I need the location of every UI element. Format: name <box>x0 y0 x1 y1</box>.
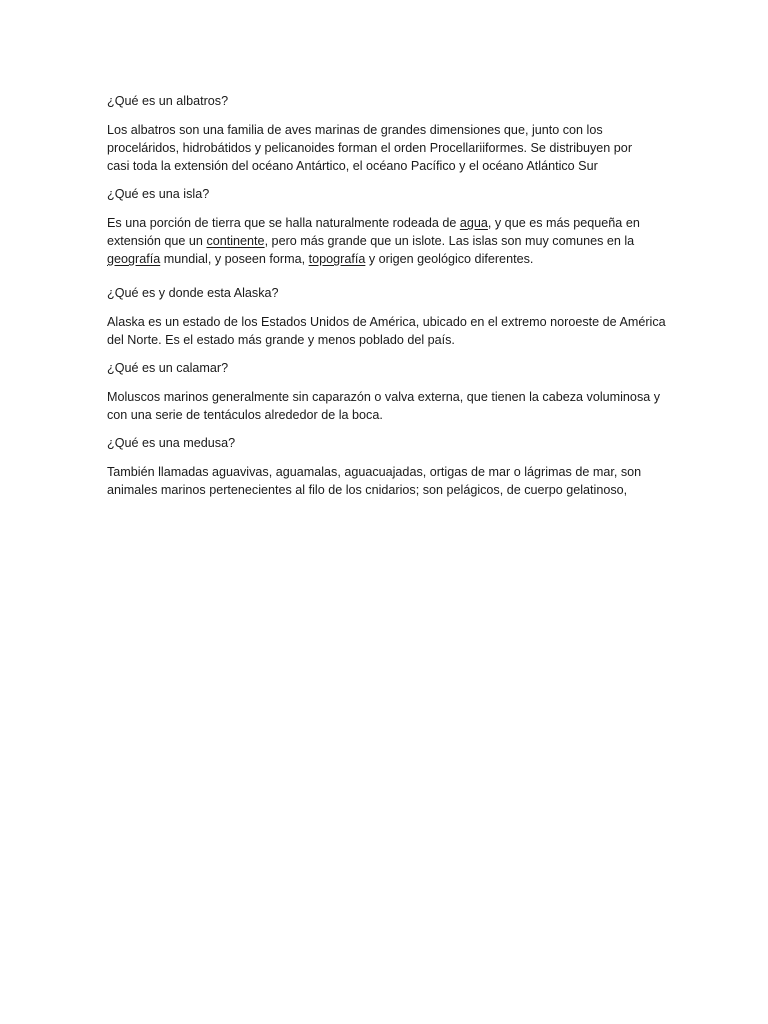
answer-isla <box>107 214 667 268</box>
link-agua[interactable]: agua <box>459 216 488 230</box>
answer-line: Alaska es un estado de los Estados Unidos de América, ubicado en el extremo noroeste de América <box>107 315 666 329</box>
answer-line: del Norte. Es el estado más grande y menos poblado del país. <box>107 333 455 347</box>
answer-line: con una serie de tentáculos alrededor de la boca. <box>107 408 383 422</box>
question-calamar: ¿Qué es un calamar? <box>107 361 229 375</box>
answer-line: animales marinos pertenecientes al filo de los cnidarios; son pelágicos, de cuerpo gelatinoso, <box>107 483 628 497</box>
answer-line: Moluscos marinos generalmente sin caparazón o valva externa, que tienen la cabeza voluminosa y <box>107 390 661 404</box>
answer-line: También llamadas aguavivas, aguamalas, aguacuajadas, ortigas de mar o lágrimas de mar, son <box>107 465 642 479</box>
text-run: Es una porción de tierra que se halla naturalmente rodeada de <box>107 216 460 230</box>
answer-line <box>107 250 667 268</box>
answer-line <box>107 232 667 250</box>
question-medusa: ¿Qué es una medusa? <box>107 436 236 450</box>
answer-medusa <box>107 463 667 499</box>
answer-line <box>107 214 667 232</box>
text-run: y origen geológico diferentes. <box>365 252 534 266</box>
answer-line: Los albatros son una familia de aves marinas de grandes dimensiones que, junto con los <box>107 123 603 137</box>
document-page <box>107 92 667 509</box>
text-run: , y que es más pequeña en <box>487 216 640 230</box>
text-run: extensión que un <box>107 234 207 248</box>
text-run: , pero más grande que un islote. Las islas son muy comunes en la <box>264 234 635 248</box>
answer-alaska <box>107 313 667 349</box>
link-topografia[interactable]: topografía <box>308 252 366 266</box>
link-geografia[interactable]: geografía <box>107 252 161 266</box>
question-alaska: ¿Qué es y donde esta Alaska? <box>107 286 279 300</box>
text-run: mundial, y poseen forma, <box>160 252 309 266</box>
answer-calamar <box>107 388 667 424</box>
question-isla: ¿Qué es una isla? <box>107 187 210 201</box>
question-albatros: ¿Qué es un albatros? <box>107 94 229 108</box>
answer-albatros <box>107 121 667 175</box>
answer-line: casi toda la extensión del océano Antártico, el océano Pacífico y el océano Atlántico Sur <box>107 159 598 173</box>
answer-line: proceláridos, hidrobátidos y pelicanoides forman el orden Procellariiformes. Se distribuyen por <box>107 141 633 155</box>
link-continente[interactable]: continente <box>206 234 265 248</box>
